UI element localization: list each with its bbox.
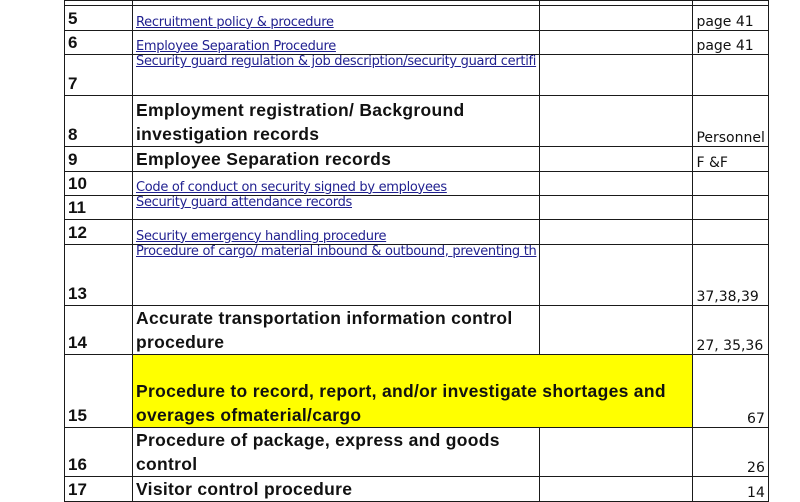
description-cell[interactable]: Accurate transportation information control procedure [133, 306, 540, 355]
table-row [65, 31, 769, 55]
description-link[interactable]: Security guard regulation & job description/security guard certifi [133, 55, 540, 96]
table-row [65, 245, 769, 306]
table-row [65, 477, 769, 502]
reference-cell[interactable] [693, 172, 768, 196]
reference-cell[interactable]: 26 [693, 428, 768, 477]
row-number-cell[interactable]: 17 [65, 477, 133, 502]
table-row [65, 147, 769, 172]
description-cell[interactable]: Employee Separation records [133, 147, 540, 172]
reference-cell[interactable] [693, 55, 768, 96]
reference-cell[interactable] [693, 196, 768, 220]
blank-cell[interactable] [540, 428, 693, 477]
blank-cell[interactable] [540, 96, 693, 147]
row-number-cell[interactable]: 14 [65, 306, 133, 355]
description-link[interactable]: Code of conduct on security signed by employees [133, 172, 540, 196]
reference-cell[interactable] [693, 220, 768, 245]
description-cell[interactable]: Employment registration/ Background investigation records [133, 96, 540, 147]
description-cell[interactable]: Visitor control procedure [133, 477, 540, 502]
blank-cell[interactable] [540, 306, 693, 355]
table-row [65, 306, 769, 355]
description-link[interactable]: Security emergency handling procedure [133, 220, 540, 245]
row-number-cell[interactable]: 10 [65, 172, 133, 196]
table-row [65, 428, 769, 477]
reference-cell[interactable]: 27, 35,36 [693, 306, 768, 355]
row-number-cell[interactable]: 12 [65, 220, 133, 245]
blank-cell[interactable] [540, 196, 693, 220]
blank-cell[interactable] [540, 55, 693, 96]
description-link[interactable]: Recruitment policy & procedure [133, 6, 540, 31]
row-number-cell[interactable]: 16 [65, 428, 133, 477]
reference-cell[interactable]: 14 [693, 477, 768, 502]
row-number-cell[interactable]: 6 [65, 31, 133, 55]
highlighted-description-cell[interactable]: Procedure to record, report, and/or investigate shortages and overages ofmaterial/cargo [133, 355, 693, 428]
table-row [65, 55, 769, 96]
table-row [65, 355, 769, 428]
reference-cell[interactable]: 37,38,39 [693, 245, 768, 306]
description-link[interactable]: Procedure of cargo/ material inbound & outbound, preventing th [133, 245, 540, 306]
description-link[interactable]: Security guard attendance records [133, 196, 540, 220]
reference-cell[interactable]: page 41 [693, 31, 768, 55]
spreadsheet-table [64, 0, 769, 502]
blank-cell[interactable] [540, 147, 693, 172]
table-row [65, 196, 769, 220]
row-number-cell[interactable]: 9 [65, 147, 133, 172]
table-row [65, 96, 769, 147]
row-number-cell[interactable]: 8 [65, 96, 133, 147]
blank-cell[interactable] [540, 220, 693, 245]
blank-cell[interactable] [540, 172, 693, 196]
description-link[interactable]: Employee Separation Procedure [133, 31, 540, 55]
blank-cell[interactable] [540, 6, 693, 31]
reference-cell[interactable]: 67 [693, 355, 768, 428]
blank-cell[interactable] [540, 477, 693, 502]
table-row [65, 220, 769, 245]
row-number-cell[interactable]: 11 [65, 196, 133, 220]
reference-cell[interactable]: page 41 [693, 6, 768, 31]
reference-cell[interactable]: F &F [693, 147, 768, 172]
reference-cell[interactable]: Personnel [693, 96, 768, 147]
row-number-cell[interactable]: 7 [65, 55, 133, 96]
row-number-cell[interactable]: 13 [65, 245, 133, 306]
table-row [65, 172, 769, 196]
table-row [65, 6, 769, 31]
row-number-cell[interactable]: 15 [65, 355, 133, 428]
blank-cell[interactable] [540, 31, 693, 55]
row-number-cell[interactable]: 5 [65, 6, 133, 31]
description-cell[interactable]: Procedure of package, express and goods control [133, 428, 540, 477]
blank-cell[interactable] [540, 245, 693, 306]
